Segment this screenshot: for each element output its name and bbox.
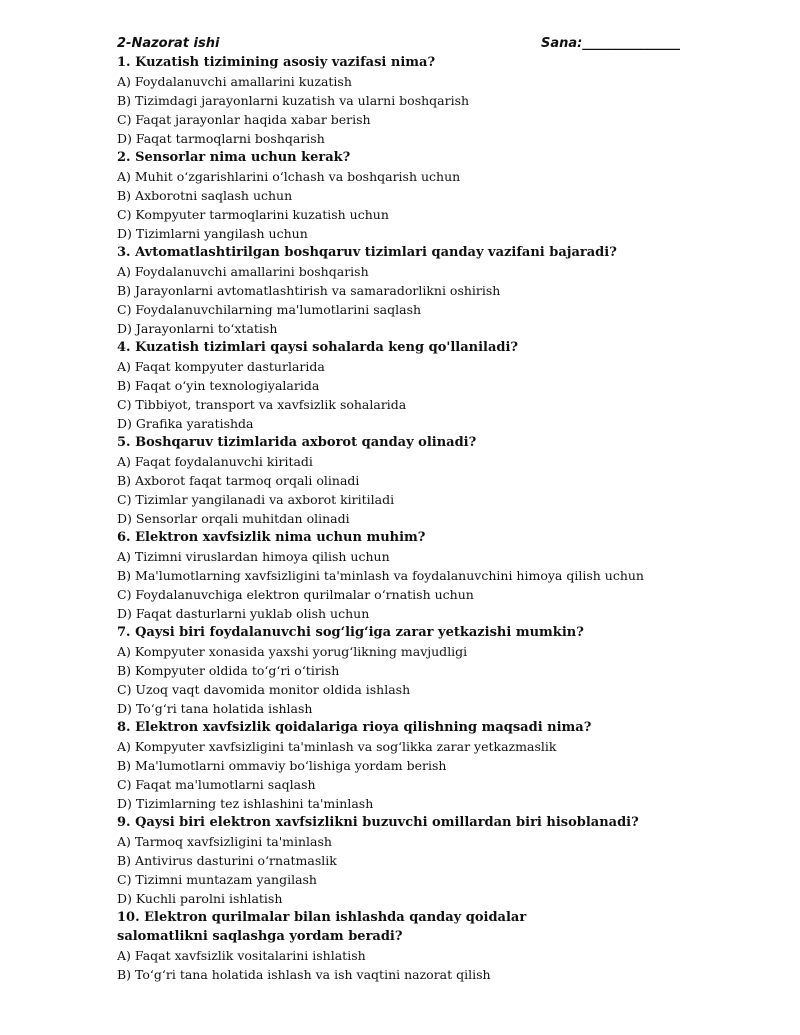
question-block bbox=[117, 148, 692, 243]
answer-option: C) Faqat jarayonlar haqida xabar berish bbox=[117, 112, 371, 127]
answer-option: A) Kompyuter xonasida yaxshi yorug‘likning mavjudligi bbox=[117, 644, 468, 659]
question-text: 3. Avtomatlashtirilgan boshqaruv tizimlari qanday vazifani bajaradi? bbox=[117, 245, 617, 260]
question-block bbox=[117, 718, 692, 813]
answer-option: C) Foydalanuvchiga elektron qurilmalar o‘rnatish uchun bbox=[117, 587, 474, 602]
worksheet-page bbox=[117, 34, 692, 984]
answer-option: D) To‘g‘ri tana holatida ishlash bbox=[117, 701, 313, 716]
answer-option: A) Faqat xavfsizlik vositalarini ishlatish bbox=[117, 948, 366, 963]
answer-option: D) Grafika yaratishda bbox=[117, 416, 254, 431]
answer-option: A) Muhit o‘zgarishlarini o‘lchash va boshqarish uchun bbox=[117, 169, 461, 184]
answer-option: D) Faqat dasturlarni yuklab olish uchun bbox=[117, 606, 370, 621]
answer-option: C) Uzoq vaqt davomida monitor oldida ishlash bbox=[117, 682, 411, 697]
answer-option: B) Ma'lumotlarni ommaviy bo‘lishiga yordam berish bbox=[117, 758, 447, 773]
answer-option: D) Sensorlar orqali muhitdan olinadi bbox=[117, 511, 350, 526]
worksheet-header bbox=[117, 34, 692, 53]
question-block bbox=[117, 623, 692, 718]
answer-option: C) Tibbiyot, transport va xavfsizlik sohalarida bbox=[117, 397, 407, 412]
answer-option: D) Tizimlarni yangilash uchun bbox=[117, 226, 308, 241]
question-text: 8. Elektron xavfsizlik qoidalariga rioya qilishning maqsadi nima? bbox=[117, 720, 592, 735]
answer-option: B) Jarayonlarni avtomatlashtirish va samaradorlikni oshirish bbox=[117, 283, 501, 298]
question-block bbox=[117, 908, 692, 984]
answer-option: B) Axborot faqat tarmoq orqali olinadi bbox=[117, 473, 360, 488]
answer-option: C) Foydalanuvchilarning ma'lumotlarini saqlash bbox=[117, 302, 422, 317]
question-block bbox=[117, 338, 692, 433]
question-list bbox=[117, 53, 692, 984]
question-block bbox=[117, 243, 692, 338]
answer-option: B) To‘g‘ri tana holatida ishlash va ish vaqtini nazorat qilish bbox=[117, 967, 491, 982]
answer-option: C) Kompyuter tarmoqlarini kuzatish uchun bbox=[117, 207, 389, 222]
question-block bbox=[117, 53, 692, 148]
worksheet-title: 2-Nazorat ishi bbox=[117, 36, 220, 51]
answer-option: D) Kuchli parolni ishlatish bbox=[117, 891, 283, 906]
question-text: 2. Sensorlar nima uchun kerak? bbox=[117, 150, 351, 165]
answer-option: A) Foydalanuvchi amallarini kuzatish bbox=[117, 74, 352, 89]
question-block bbox=[117, 528, 692, 623]
question-text: 4. Kuzatish tizimlari qaysi sohalarda keng qo'llaniladi? bbox=[117, 340, 519, 355]
answer-option: D) Tizimlarning tez ishlashini ta'minlash bbox=[117, 796, 374, 811]
answer-option: B) Faqat o‘yin texnologiyalarida bbox=[117, 378, 320, 393]
answer-option: B) Kompyuter oldida to‘g‘ri o‘tirish bbox=[117, 663, 340, 678]
question-block bbox=[117, 433, 692, 528]
question-text: 10. Elektron qurilmalar bilan ishlashda qanday qoidalar salomatlikni saqlashga yordam beradi? bbox=[117, 910, 527, 944]
answer-option: C) Faqat ma'lumotlarni saqlash bbox=[117, 777, 316, 792]
question-text: 7. Qaysi biri foydalanuvchi sog‘lig‘iga zarar yetkazishi mumkin? bbox=[117, 625, 584, 640]
answer-option: C) Tizimni muntazam yangilash bbox=[117, 872, 317, 887]
answer-option: D) Faqat tarmoqlarni boshqarish bbox=[117, 131, 325, 146]
answer-option: A) Faqat kompyuter dasturlarida bbox=[117, 359, 325, 374]
answer-option: A) Tarmoq xavfsizligini ta'minlash bbox=[117, 834, 332, 849]
question-block bbox=[117, 813, 692, 908]
answer-option: B) Tizimdagi jarayonlarni kuzatish va ularni boshqarish bbox=[117, 93, 470, 108]
answer-option: B) Ma'lumotlarning xavfsizligini ta'minlash va foydalanuvchini himoya qilish uchun bbox=[117, 568, 644, 583]
answer-option: A) Foydalanuvchi amallarini boshqarish bbox=[117, 264, 369, 279]
answer-option: A) Kompyuter xavfsizligini ta'minlash va sog‘likka zarar yetkazmaslik bbox=[117, 739, 557, 754]
question-text: 6. Elektron xavfsizlik nima uchun muhim? bbox=[117, 530, 426, 545]
question-text: 9. Qaysi biri elektron xavfsizlikni buzuvchi omillardan biri hisoblanadi? bbox=[117, 815, 639, 830]
answer-option: D) Jarayonlarni to‘xtatish bbox=[117, 321, 278, 336]
answer-option: A) Faqat foydalanuvchi kiritadi bbox=[117, 454, 313, 469]
question-text: 5. Boshqaruv tizimlarida axborot qanday olinadi? bbox=[117, 435, 477, 450]
answer-option: A) Tizimni viruslardan himoya qilish uchun bbox=[117, 549, 390, 564]
answer-option: C) Tizimlar yangilanadi va axborot kiritiladi bbox=[117, 492, 395, 507]
answer-option: B) Antivirus dasturini o‘rnatmaslik bbox=[117, 853, 337, 868]
date-field: Sana:_______________ bbox=[541, 36, 680, 51]
answer-option: B) Axborotni saqlash uchun bbox=[117, 188, 293, 203]
question-text: 1. Kuzatish tizimining asosiy vazifasi nima? bbox=[117, 55, 436, 70]
